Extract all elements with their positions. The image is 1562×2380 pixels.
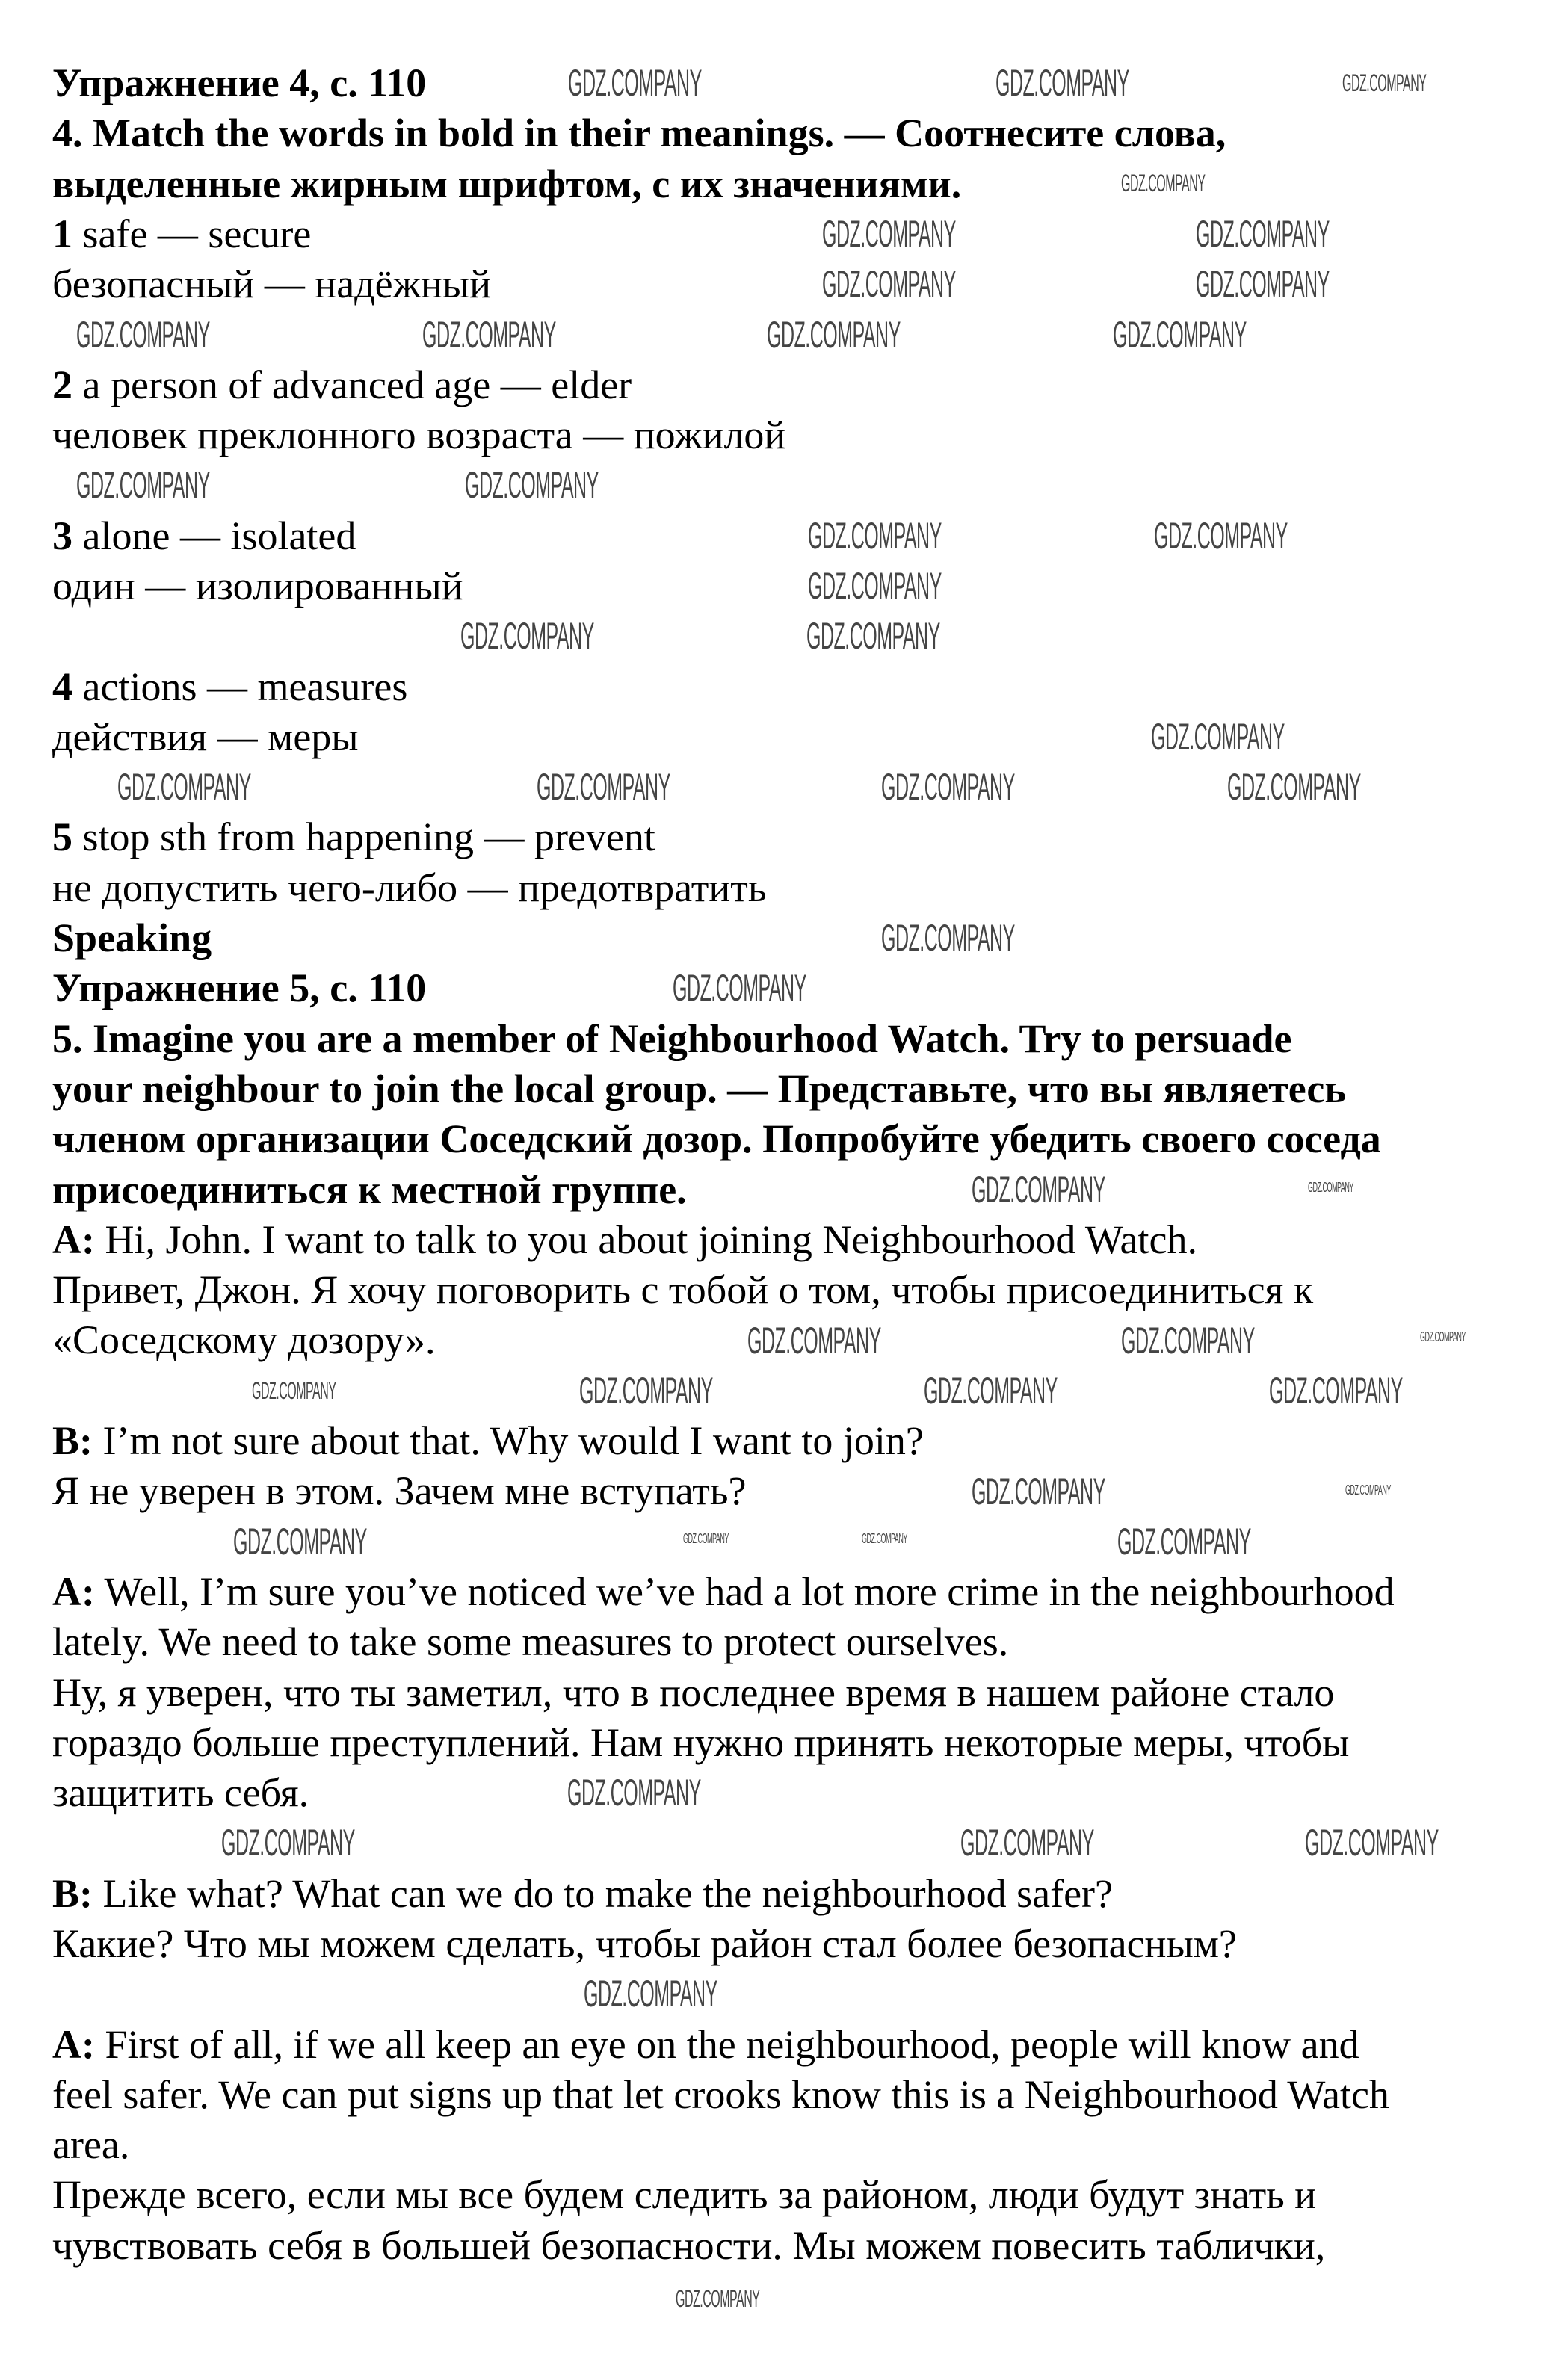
- section-heading: Speaking: [52, 915, 212, 961]
- dialogue-ru: Привет, Джон. Я хочу поговорить с тобой о том, чтобы присоединиться к: [52, 1267, 1314, 1313]
- watermark: GDZ.COMPANY: [567, 1772, 701, 1814]
- watermark: GDZ.COMPANY: [584, 1973, 717, 2015]
- speaker-label: A:: [52, 1217, 95, 1262]
- dialogue-en: lately. We need to take some measures to protect ourselves.: [52, 1619, 1009, 1665]
- watermark: GDZ.COMPANY: [881, 917, 1015, 959]
- watermark: GDZ.COMPANY: [76, 464, 210, 506]
- item-en: stop sth from happening — prevent: [82, 815, 655, 860]
- watermark: GDZ.COMPANY: [767, 314, 901, 356]
- dialogue-line: [52, 1567, 1547, 1617]
- dialogue-en: Like what? What can we do to make the neighbourhood safer?: [93, 1870, 1114, 1916]
- item-number: 2: [52, 362, 72, 407]
- watermark: GDZ.COMPANY: [1308, 1180, 1353, 1195]
- document-page: [52, 58, 1547, 2271]
- dialogue-line: [52, 1869, 1547, 1919]
- item-en: actions — measures: [82, 664, 408, 709]
- watermark: GDZ.COMPANY: [568, 62, 702, 104]
- watermark: GDZ.COMPANY: [579, 1370, 713, 1412]
- watermark: GDZ.COMPANY: [76, 314, 210, 356]
- match-item: [52, 511, 1547, 561]
- watermark: GDZ.COMPANY: [1342, 69, 1427, 96]
- watermark: GDZ.COMPANY: [995, 62, 1129, 104]
- watermark: GDZ.COMPANY: [1121, 170, 1206, 197]
- watermark: GDZ.COMPANY: [117, 766, 251, 808]
- watermark: GDZ.COMPANY: [1420, 1329, 1466, 1344]
- item-number: 4: [52, 664, 72, 709]
- watermark: GDZ.COMPANY: [806, 615, 940, 657]
- dialogue-ru: Прежде всего, если мы все будем следить за районом, люди будут знать и: [52, 2172, 1317, 2218]
- watermark: GDZ.COMPANY: [1269, 1370, 1403, 1412]
- watermark: GDZ.COMPANY: [1345, 1483, 1391, 1497]
- watermark: GDZ.COMPANY: [676, 2285, 760, 2312]
- watermark: GDZ.COMPANY: [673, 967, 806, 1009]
- dialogue-ru: чувствовать себя в большей безопасности. Мы можем повесить таблички,: [52, 2222, 1326, 2268]
- watermark: GDZ.COMPANY: [1154, 515, 1288, 557]
- watermark: GDZ.COMPANY: [422, 314, 556, 356]
- item-en: a person of advanced age — elder: [82, 362, 632, 407]
- item-ru: безопасный — надёжный: [52, 262, 492, 307]
- dialogue-line: [52, 1416, 1547, 1466]
- dialogue-ru: Я не уверен в этом. Зачем мне вступать?: [52, 1468, 747, 1514]
- watermark: GDZ.COMPANY: [881, 766, 1015, 808]
- dialogue-en: feel safer. We can put signs up that let crooks know this is a Neighbourhood Watch: [52, 2071, 1389, 2117]
- watermark: GDZ.COMPANY: [924, 1370, 1058, 1412]
- watermark: GDZ.COMPANY: [1113, 314, 1247, 356]
- dialogue-en: Hi, John. I want to talk to you about joining Neighbourhood Watch.: [94, 1217, 1197, 1262]
- match-item: [52, 360, 1547, 410]
- exercise-5-task: присоединиться к местной группе.: [52, 1166, 687, 1212]
- watermark: GDZ.COMPANY: [822, 263, 956, 305]
- exercise-5-task: членом организации Соседский дозор. Попробуйте убедить своего соседа: [52, 1116, 1381, 1162]
- dialogue-ru: «Соседскому дозору».: [52, 1317, 436, 1363]
- dialogue-en: area.: [52, 2122, 130, 2168]
- exercise-4-task: 4. Match the words in bold in their meanings. — Соотнесите слова,: [52, 111, 1226, 156]
- watermark: GDZ.COMPANY: [1196, 213, 1330, 255]
- speaker-label: A:: [52, 1568, 95, 1614]
- watermark: GDZ.COMPANY: [221, 1822, 355, 1864]
- match-item: [52, 812, 1547, 862]
- watermark: GDZ.COMPANY: [1305, 1822, 1439, 1864]
- watermark: GDZ.COMPANY: [1121, 1320, 1255, 1361]
- watermark: GDZ.COMPANY: [252, 1377, 336, 1404]
- item-en: alone — isolated: [82, 513, 356, 558]
- exercise-5-heading: Упражнение 5, с. 110: [52, 965, 427, 1011]
- watermark: GDZ.COMPANY: [862, 1531, 907, 1546]
- dialogue-en: I’m not sure about that. Why would I want to join?: [93, 1418, 924, 1464]
- watermark: GDZ.COMPANY: [683, 1531, 729, 1546]
- watermark: GDZ.COMPANY: [1117, 1521, 1251, 1563]
- watermark: GDZ.COMPANY: [822, 213, 956, 255]
- exercise-4-heading: Упражнение 4, с. 110: [52, 61, 427, 105]
- dialogue-ru: защитить себя.: [52, 1770, 309, 1816]
- item-ru: один — изолированный: [52, 563, 463, 608]
- item-number: 1: [52, 211, 72, 256]
- match-item: [52, 662, 1547, 712]
- watermark: GDZ.COMPANY: [460, 615, 594, 657]
- watermark: GDZ.COMPANY: [960, 1822, 1094, 1864]
- exercise-5-task: 5. Imagine you are a member of Neighbourhood Watch. Try to persuade: [52, 1016, 1292, 1061]
- exercise-5-task: your neighbour to join the local group. — Представьте, что вы являетесь: [52, 1066, 1346, 1111]
- dialogue-line: [52, 2020, 1547, 2070]
- item-en: safe — secure: [82, 211, 312, 256]
- item-ru: действия — меры: [52, 714, 359, 759]
- item-ru: человек преклонного возраста — пожилой: [52, 412, 786, 458]
- watermark: GDZ.COMPANY: [808, 515, 942, 557]
- watermark: GDZ.COMPANY: [1196, 263, 1330, 305]
- dialogue-ru: гораздо больше преступлений. Нам нужно принять некоторые меры, чтобы: [52, 1719, 1350, 1765]
- speaker-label: B:: [52, 1418, 93, 1464]
- watermark: GDZ.COMPANY: [972, 1169, 1105, 1211]
- watermark: GDZ.COMPANY: [747, 1320, 881, 1361]
- item-ru: не допустить чего-либо — предотвратить: [52, 865, 767, 910]
- watermark: GDZ.COMPANY: [972, 1471, 1105, 1512]
- watermark: GDZ.COMPANY: [1227, 766, 1361, 808]
- watermark: GDZ.COMPANY: [808, 565, 942, 607]
- watermark: GDZ.COMPANY: [1151, 716, 1285, 758]
- dialogue-en: First of all, if we all keep an eye on the neighbourhood, people will know and: [94, 2021, 1359, 2067]
- speaker-label: B:: [52, 1870, 93, 1916]
- watermark: GDZ.COMPANY: [465, 464, 599, 506]
- dialogue-line: [52, 1215, 1547, 1265]
- exercise-4-task: выделенные жирным шрифтом, с их значениями.: [52, 161, 962, 206]
- item-number: 5: [52, 815, 72, 860]
- dialogue-ru: Какие? Что мы можем сделать, чтобы район стал более безопасным?: [52, 1920, 1237, 1966]
- dialogue-ru: Ну, я уверен, что ты заметил, что в последнее время в нашем районе стало: [52, 1669, 1335, 1715]
- watermark: GDZ.COMPANY: [537, 766, 670, 808]
- dialogue-en: Well, I’m sure you’ve noticed we’ve had a lot more crime in the neighbourhood: [94, 1568, 1395, 1614]
- item-number: 3: [52, 513, 72, 558]
- speaker-label: A:: [52, 2021, 95, 2067]
- watermark: GDZ.COMPANY: [233, 1521, 367, 1563]
